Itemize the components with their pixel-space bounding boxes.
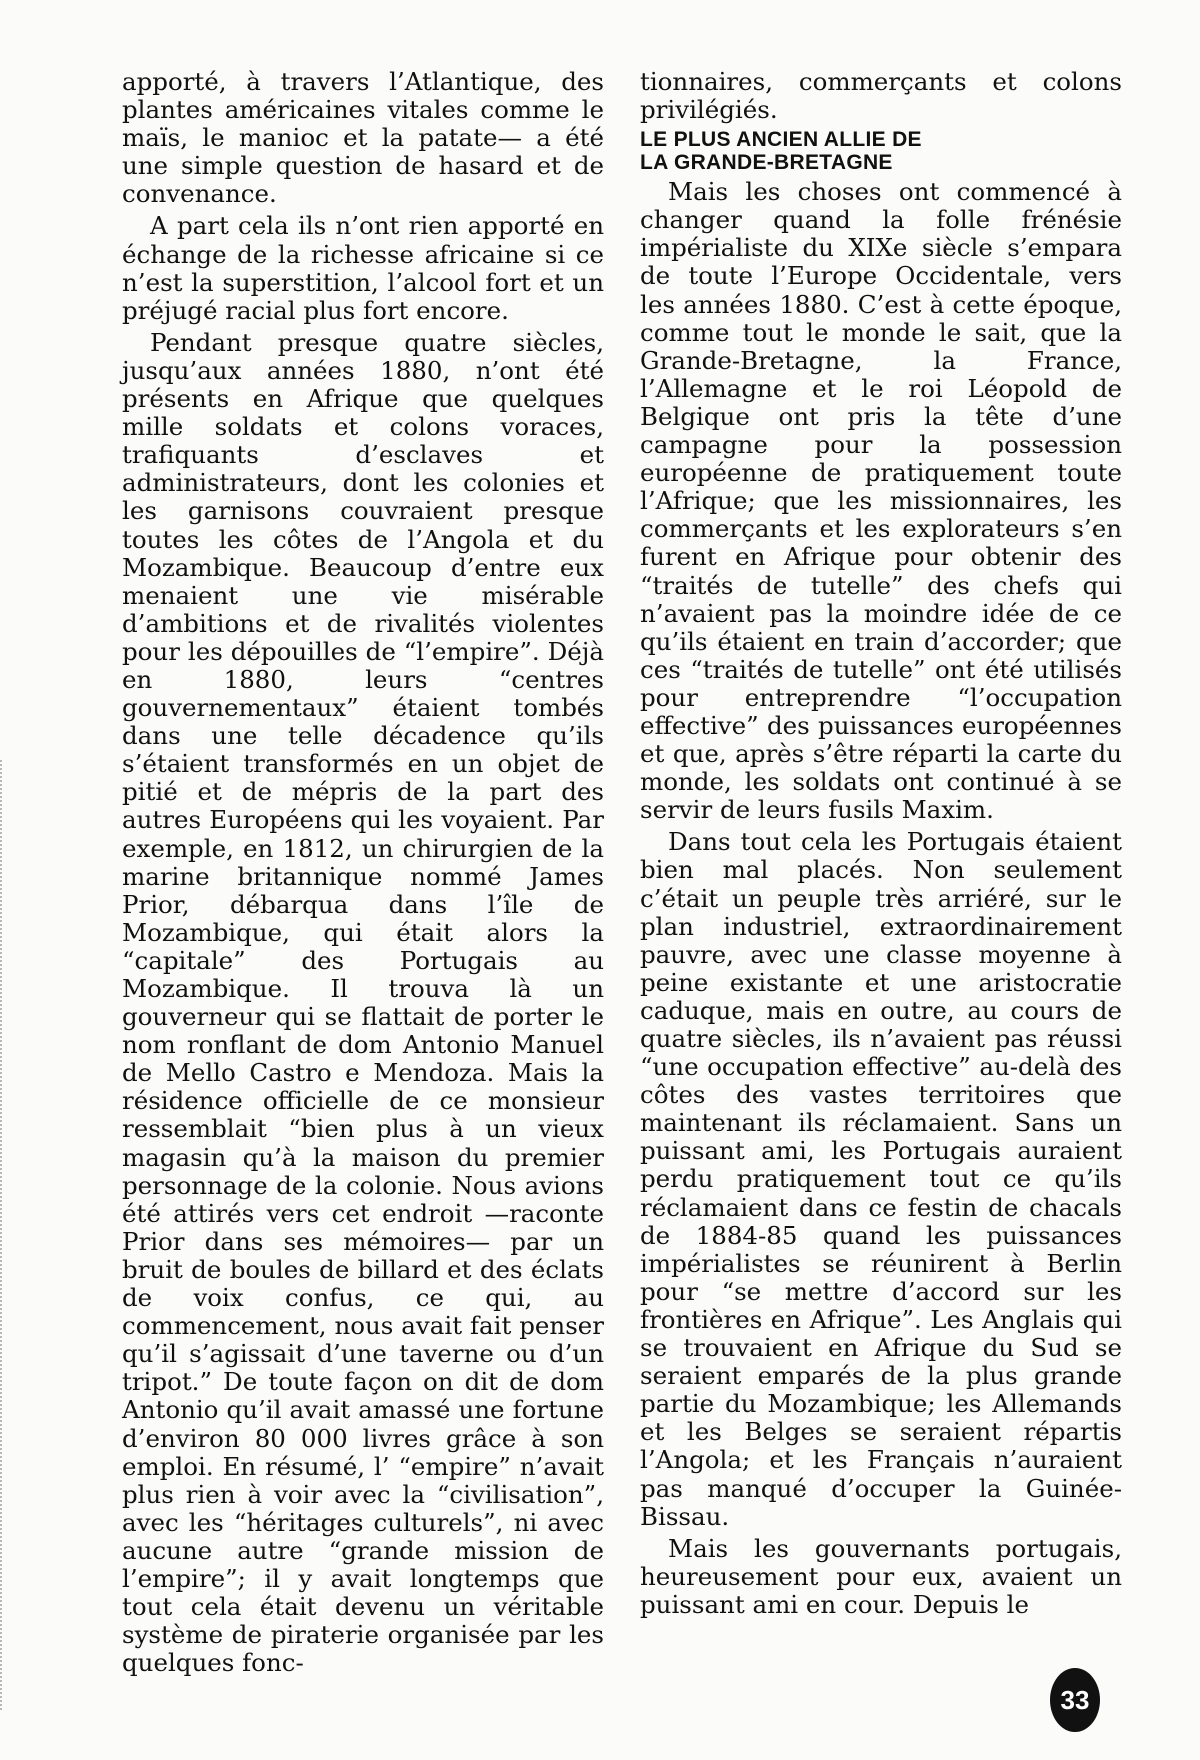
- paragraph: Mais les gouvernants portugais, heureusement pour eux, avaient un puissant ami en cour. Depuis le: [640, 1533, 1122, 1619]
- paragraph: A part cela ils n’ont rien apporté en échange de la richesse africaine si ce n’est la superstition, l’alcool fort et un préjugé racial plus fort encore.: [122, 211, 604, 325]
- paragraph: Mais les choses ont commencé à changer quand la folle frénésie impérialiste du XIXe siècle s’empara de toute l’Europe Occidentale, vers les années 1880. C’est à cette époque, comme tout le monde le sait, que la Grande-Bretagne, la France, l’Allemagne et le roi Léopold de Belgique ont pris la tête d’une campagne pour la possession européenne de pratiquement toute l’Afrique; que les missionnaires, les commerçants et les explorateurs s’en furent en Afrique pour obtenir des “traités de tutelle” des chefs qui n’avaient pas la moindre idée de ce qu’ils étaient en train d’accorder; que ces “traités de tutelle” ont été utilisés pour entreprendre “l’occupation effective” des puissances européennes et que, après s’être réparti la carte du monde, les soldats ont continué à se servir de leurs fusils Maxim.: [640, 177, 1122, 825]
- scan-margin-marks: [0, 760, 8, 1710]
- paragraph: Pendant presque quatre siècles, jusqu’aux années 1880, n’ont été présents en Afrique que quelques mille soldats et colons voraces, trafiquants d’esclaves et administrateurs, dont les colonies et les garnisons couvraient presque toutes les côtes de l’Angola et du Mozambique. Beaucoup d’entre eux menaient une vie misérable d’ambitions et de rivalités violentes pour les dépouilles de “l’empire”. Déjà en 1880, leurs “centres gouvernementaux” étaient tombés dans une telle décadence qu’ils s’étaient transformés en un objet de pitié et de mépris de la part des autres Européens qui les voyaient. Par exemple, en 1812, un chirurgien de la marine britannique nommé James Prior, débarqua dans l’île de Mozambique, qui était alors la “capitale” des Portugais au Mozambique. Il trouva là un gouverneur qui se flattait de porter le nom ronflant de dom Antonio Manuel de Mello Castro e Mendoza. Mais la résidence officielle de ce monsieur ressemblait “bien plus à un vieux magasin qu’à la maison du premier personnage de la colonie. Nous avions été attirés vers cet endroit —raconte Prior dans ses mémoires— par un bruit de boules de billard et des éclats de voix confus, ce qui, au commencement, nous avait fait penser qu’il s’agissait d’une taverne ou d’un tripot.” De toute façon on dit de dom Antonio qu’il avait amassé une fortune d’environ 80 000 livres grâce à son emploi. En résumé, l’ “empire” n’avait plus rien à voir avec la “civilisation”, avec les “héritages culturels”, ni avec aucune autre “grande mission de l’empire”; il y avait longtemps que tout cela était devenu un véritable système de piraterie organisée par les quelques fonc-: [122, 327, 604, 1678]
- section-heading: [640, 128, 1122, 174]
- section-heading-line: LA GRANDE-BRETAGNE: [640, 151, 893, 175]
- right-column: [640, 68, 1122, 1623]
- paragraph: tionnaires, commerçants et colons privilégiés.: [640, 67, 1122, 125]
- page-number: 33: [1050, 1668, 1100, 1732]
- paragraph: Dans tout cela les Portugais étaient bien mal placés. Non seulement c’était un peuple très arriéré, sur le plan industriel, extraordinairement pauvre, avec une classe moyenne à peine existante et une aristocratie caduque, mais en outre, au cours de quatre siècles, ils n’avaient pas réussi “une occupation effective” au-delà des côtes des vastes territoires que maintenant ils réclamaient. Sans un puissant ami, les Portugais auraient perdu pratiquement tout ce qu’ils réclamaient dans ce festin de chacals de 1884-85 quand les puissances impérialistes se réunirent à Berlin pour “se mettre d’accord sur les frontières en Afrique”. Les Anglais qui se trouvaient en Afrique du Sud se seraient emparés de la plus grande partie du Mozambique; les Allemands et les Belges se seraient répartis l’Angola; et les Français n’auraient pas manqué d’occuper la Guinée-Bissau.: [640, 827, 1122, 1531]
- paragraph: apporté, à travers l’Atlantique, des plantes américaines vitales comme le maïs, le manioc et la patate— a été une simple question de hasard et de convenance.: [122, 67, 604, 209]
- section-heading-line: LE PLUS ANCIEN ALLIE DE: [640, 128, 922, 152]
- left-column: [122, 68, 604, 1681]
